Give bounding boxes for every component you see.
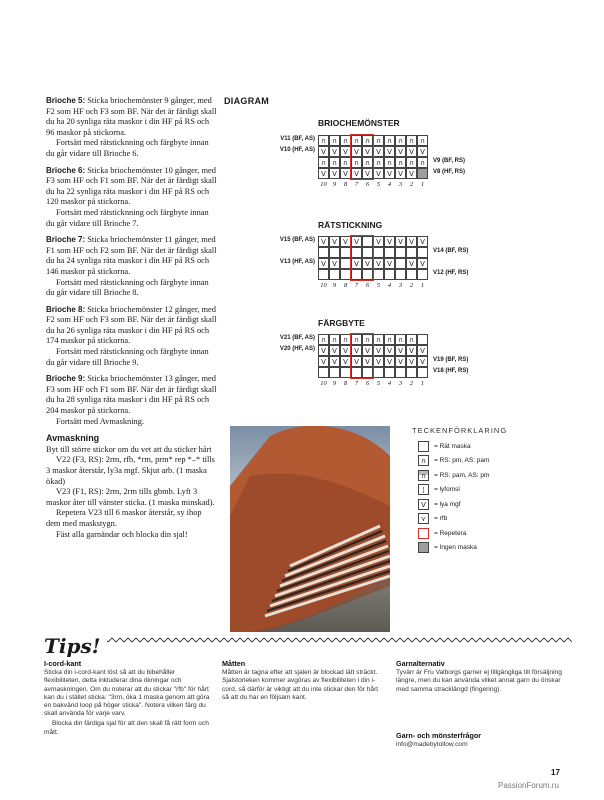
chart-cell: ∩ xyxy=(417,157,428,168)
legend-label: = lyfomsl xyxy=(434,486,460,494)
row-label-left: V13 (HF, AS) xyxy=(279,259,315,265)
pattern-instructions xyxy=(46,96,218,540)
tip-matten xyxy=(222,660,382,704)
column-number: 5 xyxy=(376,282,381,289)
chart-cell: V xyxy=(329,146,340,157)
chart-cell: V xyxy=(351,345,362,356)
chart-cell: ∩ xyxy=(406,135,417,146)
column-number: 7 xyxy=(354,282,359,289)
chart-cell: ∩ xyxy=(351,157,362,168)
legend-label: = Rät maska xyxy=(434,442,471,450)
chart-cell xyxy=(373,247,384,258)
chart-cell: V xyxy=(406,146,417,157)
chart-cell: V xyxy=(373,345,384,356)
tip-yarn-heading: Garnalternativ xyxy=(396,659,445,668)
column-number: 8 xyxy=(343,181,348,188)
column-number: 5 xyxy=(376,380,381,387)
legend-item xyxy=(412,468,572,483)
legend-item xyxy=(412,497,572,512)
shawl-photo-image xyxy=(230,426,390,632)
chart-cell: V xyxy=(351,258,362,269)
column-number: 6 xyxy=(365,181,370,188)
chart-cell xyxy=(384,367,395,378)
chart-cell xyxy=(329,367,340,378)
chart-cell: V xyxy=(351,356,362,367)
row-label-left: V21 (BF, AS) xyxy=(279,335,315,341)
chart-title: RÄTSTICKNING xyxy=(318,220,383,230)
column-number: 4 xyxy=(387,282,392,289)
chart-cell: V xyxy=(351,146,362,157)
legend-symbol: V xyxy=(418,499,429,510)
chart-cell: V xyxy=(384,168,395,179)
column-number: 1 xyxy=(420,282,425,289)
chart-cell: V xyxy=(384,146,395,157)
row-label-left: V20 (HF, AS) xyxy=(279,346,315,352)
column-number: 3 xyxy=(398,380,403,387)
legend-label: = lya mgf xyxy=(434,500,461,508)
chart-cell: V xyxy=(406,356,417,367)
chart-cell: V xyxy=(340,356,351,367)
chart-cell xyxy=(417,334,428,345)
chart-cell: V xyxy=(329,345,340,356)
chart-cell: ∩ xyxy=(395,135,406,146)
chart-cell xyxy=(417,247,428,258)
row-label-right: V18 (HF, RS) xyxy=(433,368,469,374)
chart-cell: V xyxy=(417,258,428,269)
chart-cell: ∩ xyxy=(373,135,384,146)
chart-cell: V xyxy=(417,356,428,367)
column-number: 1 xyxy=(420,380,425,387)
chart-cell: ∩ xyxy=(329,157,340,168)
row-label-left: V15 (BF, AS) xyxy=(279,237,315,243)
legend-symbol: ¦ xyxy=(418,484,429,495)
tip-icord xyxy=(44,660,210,739)
brioche-8: Brioche 8: Sticka briochemönster 12 gånger, med F2 som HF och F3 som BF. När det är färdigt skall du ha 26 synliga räta maskor i din HF på RS och 174 maskor på stickorna. Fortsätt med rätsticknning och färgbyte innan du går vidare till Brioche 9. xyxy=(46,304,217,367)
chart-cell: V xyxy=(395,356,406,367)
chart-cell: ∩ xyxy=(340,135,351,146)
legend-item xyxy=(412,526,572,541)
chart-cell: V xyxy=(329,258,340,269)
row-label-left: V11 (BF, AS) xyxy=(280,136,315,142)
column-number: 6 xyxy=(365,282,370,289)
chart-cell xyxy=(318,367,329,378)
chart-cell: V xyxy=(373,356,384,367)
chart-cell: ∩ xyxy=(329,334,340,345)
repeat-box xyxy=(350,235,374,281)
legend-items xyxy=(412,439,572,555)
legend-symbol: ∩ xyxy=(418,455,429,466)
column-number: 8 xyxy=(343,282,348,289)
column-number: 2 xyxy=(409,380,414,387)
chart-cell: V xyxy=(373,258,384,269)
legend-label: = RS: pam, AS: pm xyxy=(434,471,490,479)
chart-cell: V xyxy=(395,236,406,247)
chart-cell: ∩ xyxy=(340,334,351,345)
chart-cell xyxy=(395,367,406,378)
chart-cell xyxy=(395,269,406,280)
brioche-5: Brioche 5: Sticka briochemönster 9 gånger, med F2 som HF och F3 som BF. När det är färdigt skall du ha 20 synliga räta maskor i din HF på RS och 96 maskor på stickorna. Fortsätt med rätsticknning och färgbyte innan du går vidare till Brioche 6. xyxy=(46,96,217,158)
chart-cell: V xyxy=(362,258,373,269)
legend-symbol xyxy=(418,528,429,539)
tip-icord-text2: Blocka din färdiga sjal för att den skall få rätt form och mått. xyxy=(44,720,209,736)
chart-cell: V xyxy=(318,258,329,269)
chart-cell: ∩ xyxy=(373,157,384,168)
chart-cell: V xyxy=(417,146,428,157)
column-number: 2 xyxy=(409,282,414,289)
brioche-7: Brioche 7: Sticka briochemönster 11 gånger, med F1 som HF och F2 som BF. När det är färdigt skall du ha 24 synliga räta maskor i din HF på RS och 146 maskor på stickorna. Fortsätt med rätsticknning och färgbyte innan du går vidare till Brioche 8. xyxy=(46,235,217,298)
repeat-box xyxy=(350,134,374,180)
chart-cell xyxy=(384,247,395,258)
page-number: 17 xyxy=(551,768,560,777)
chart-cell xyxy=(329,269,340,280)
column-number: 10 xyxy=(320,282,327,289)
column-number: 8 xyxy=(343,380,348,387)
chart-cell: V xyxy=(384,356,395,367)
legend-item xyxy=(412,454,572,469)
chart-cell: ∩ xyxy=(340,157,351,168)
legend-item xyxy=(412,512,572,527)
chart-cell: V xyxy=(318,356,329,367)
legend-item xyxy=(412,541,572,556)
chart-cell: V xyxy=(406,236,417,247)
chart-cell: ∩ xyxy=(351,135,362,146)
bind-off-text: Byt till större stickor om du vet att du sticker hårt V22 (F3, RS): 2rm, rfb, *rm, prm* rep *–* tills 3 maskor återstår, ly3a mgf. Skjut arb. (1 maska ökad) V23 (F1, RS): 2rm, 2rm tills gbmb. Lyft 3 maskor åter till vänster sticka. (1 maska minskad). Repetera V23 till 6 maskor återstår, sy ihop dem med maskstygn. Fäst alla garnändar och blocka din sjal! xyxy=(46,444,215,539)
tip-icord-heading: I-cord-kant xyxy=(44,659,82,668)
chart-title: BRIOCHEMÖNSTER xyxy=(318,118,400,128)
chart-cell: V xyxy=(340,345,351,356)
row-label-right: V12 (HF, RS) xyxy=(433,270,469,276)
chart-cell: ∩ xyxy=(395,334,406,345)
chart-cell: V xyxy=(417,236,428,247)
chart-cell: V xyxy=(406,345,417,356)
column-number: 7 xyxy=(354,181,359,188)
chart-cell: V xyxy=(362,345,373,356)
column-number: 10 xyxy=(320,181,327,188)
column-number: 2 xyxy=(409,181,414,188)
legend-label: = rfb xyxy=(434,515,448,523)
chart-cell: V xyxy=(362,356,373,367)
diagram-heading: DIAGRAM xyxy=(224,96,270,106)
chart-cell: V xyxy=(395,168,406,179)
chart-cell xyxy=(329,247,340,258)
chart-cell xyxy=(417,168,428,179)
chart-cell: ∩ xyxy=(373,334,384,345)
chart-cell: V xyxy=(340,168,351,179)
chart-cell: V xyxy=(318,146,329,157)
contact-heading: Garn- och mönsterfrågor xyxy=(396,731,482,740)
column-number: 7 xyxy=(354,380,359,387)
tip-matten-heading: Måtten xyxy=(222,659,246,668)
chart-cell: V xyxy=(395,146,406,157)
chart-title: FÄRGBYTE xyxy=(318,318,365,328)
chart-cell: V xyxy=(362,146,373,157)
chart-cell xyxy=(373,269,384,280)
chart-cell: ∩ xyxy=(406,157,417,168)
chart-cell: ∩ xyxy=(318,135,329,146)
chart-cell: V xyxy=(318,168,329,179)
chart-cell: ∩ xyxy=(406,334,417,345)
chart-cell: V xyxy=(318,345,329,356)
legend-item xyxy=(412,439,572,454)
chart-cell: V xyxy=(395,345,406,356)
chart-cell: ∩ xyxy=(362,334,373,345)
chart-cell: V xyxy=(362,168,373,179)
legend-item xyxy=(412,483,572,498)
chart-cell: V xyxy=(318,236,329,247)
chart-cell xyxy=(318,247,329,258)
chart-cell: V xyxy=(384,345,395,356)
tip-contact xyxy=(396,732,562,751)
tip-yarn xyxy=(396,660,562,696)
brioche-6: Brioche 6: Sticka briochemönster 10 gånger, med F3 som HF och F1 som BF. När det är färdigt skall du ha 22 synliga räta maskor i din HF på RS och 120 maskor på stickorna. Fortsätt med rätsticknning och färgbyte innan du går vidare till Brioche 7. xyxy=(46,165,217,228)
chart-cell: V xyxy=(373,168,384,179)
chart-legend xyxy=(412,426,572,555)
row-label-right: V9 (BF, RS) xyxy=(433,158,466,164)
chart-cell xyxy=(406,269,417,280)
chart-cell xyxy=(395,247,406,258)
chart-cell: ∩ xyxy=(318,157,329,168)
chart-cell: V xyxy=(384,258,395,269)
legend-symbol xyxy=(418,542,429,553)
column-number: 4 xyxy=(387,380,392,387)
column-number: 5 xyxy=(376,181,381,188)
chart-cell: V xyxy=(406,258,417,269)
chart-cell: ∩ xyxy=(362,135,373,146)
column-number: 6 xyxy=(365,380,370,387)
column-number: 9 xyxy=(332,380,337,387)
chart-cell: V xyxy=(373,146,384,157)
chart-cell: V xyxy=(329,168,340,179)
tip-icord-text: Sticka din i-cord-kant löst så att du bibehåller flexibiliteten, detta inkluderar dina ökningar och avmaskningen. Om du noterar att du stickar "rfb" för hårt kan du i stället sticka: "3rm, öka 1 maska genom att göra en bakvänd loop på höger sticka". Notera vilken färg du skall använda för varje varv. xyxy=(44,669,210,718)
column-number: 3 xyxy=(398,282,403,289)
chart-cell: V xyxy=(340,236,351,247)
chart-cell xyxy=(406,367,417,378)
chart-cell: ∩ xyxy=(417,135,428,146)
repeat-box xyxy=(350,333,374,379)
row-label-right: V19 (BF, RS) xyxy=(433,357,469,363)
tip-matten-text: Måtten är tagna efter att sjalen är blockad lätt sträckt. Sjalstorleken kommer avgöras av flexibiliteten i din i-cord, så därför är viktigt att du inte stickar den för hårt så att du har en följsam kant. xyxy=(222,669,379,701)
chart-cell: V xyxy=(406,168,417,179)
chart-cell: V xyxy=(351,236,362,247)
column-number: 1 xyxy=(420,181,425,188)
brioche-9: Brioche 9: Sticka briochemönster 13 gånger, med F3 som HF och F1 som BF. När det är färdigt skall du ha 28 synliga räta maskor i din HF på RS och 204 maskor på stickorna. Fortsätt med Avmaskning. xyxy=(46,374,217,426)
shawl-photo xyxy=(230,426,390,632)
chart-cell xyxy=(384,269,395,280)
column-number: 9 xyxy=(332,181,337,188)
row-label-left: V10 (HF, AS) xyxy=(279,147,315,153)
chart-cell: ∩ xyxy=(384,157,395,168)
chart-cell: ∩ xyxy=(318,334,329,345)
legend-label: = Repetera xyxy=(434,529,467,537)
column-number: 10 xyxy=(320,380,327,387)
legend-symbol: ∩ xyxy=(418,470,429,481)
chart-cell xyxy=(417,269,428,280)
contact-email[interactable]: info@madebytollow.com xyxy=(396,741,468,749)
tips-title: Tips! xyxy=(44,634,107,658)
watermark: PassionForum.ru xyxy=(498,781,559,790)
chart-cell: ∩ xyxy=(395,157,406,168)
legend-title: TECKENFÖRKLARING xyxy=(412,426,508,435)
chart-cell: ∩ xyxy=(384,135,395,146)
row-label-right: V8 (HF, RS) xyxy=(433,169,466,175)
chart-cell xyxy=(318,269,329,280)
chart-cell: V xyxy=(329,236,340,247)
chart-cell: ∩ xyxy=(384,334,395,345)
column-number: 3 xyxy=(398,181,403,188)
legend-label: = RS: pm, AS: pam xyxy=(434,457,490,465)
chart-cell xyxy=(395,258,406,269)
legend-label: = Ingen maska xyxy=(434,544,477,552)
zigzag-divider xyxy=(44,636,574,644)
bind-off-heading: Avmaskning xyxy=(46,433,100,444)
column-number: 9 xyxy=(332,282,337,289)
chart-cell: ∩ xyxy=(362,157,373,168)
chart-cell: V xyxy=(417,345,428,356)
legend-symbol: ⋎ xyxy=(418,513,429,524)
chart-cell: V xyxy=(329,356,340,367)
chart-cell: ∩ xyxy=(329,135,340,146)
tip-yarn-text: Tyvärr är Fru Valborgs garner ej tillgängliga till försäljning längre, men du kan använda vilket annat garn du önskar med samma stracklängd (fingering). xyxy=(396,669,562,693)
chart-cell xyxy=(406,247,417,258)
chart-cell: V xyxy=(384,236,395,247)
chart-cell xyxy=(373,367,384,378)
chart-cell: ∩ xyxy=(351,334,362,345)
chart-cell xyxy=(417,367,428,378)
column-number: 4 xyxy=(387,181,392,188)
row-label-right: V14 (BF, RS) xyxy=(433,248,469,254)
chart-cell: V xyxy=(340,146,351,157)
legend-symbol xyxy=(418,441,429,452)
chart-cell: V xyxy=(351,168,362,179)
chart-cell: V xyxy=(373,236,384,247)
